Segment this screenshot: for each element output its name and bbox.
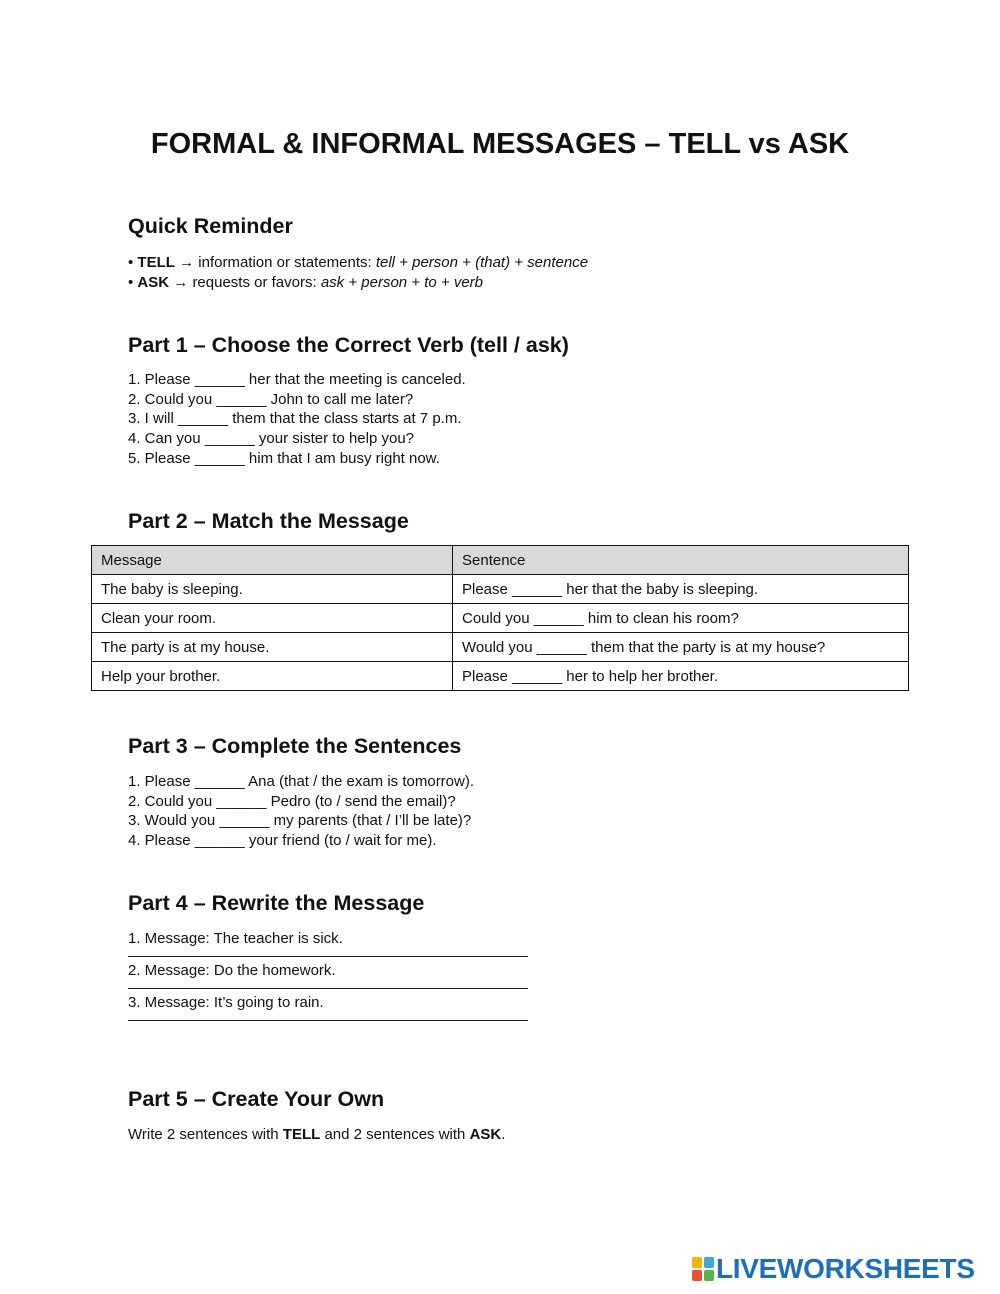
liveworksheets-logo-icon [692,1257,714,1281]
bullet: • [128,274,138,291]
instruction-text: . [501,1126,506,1143]
table-cell: Help your brother. [92,662,453,691]
part3-list [128,772,474,851]
answer-line[interactable] [128,1012,528,1021]
rewrite-message: 2. Message: Do the homework. [128,962,336,979]
tell-keyword: TELL [282,1126,321,1143]
table-row [92,662,909,691]
answer-line[interactable] [128,980,528,989]
list-item: 3. Would you ______ my parents (that / I’ll be late)? [128,812,472,830]
table-cell: Would you ______ them that the party is at my house? [453,633,909,662]
part5-instruction [128,1125,505,1145]
rewrite-list [128,929,528,1025]
reminder-ask-line [128,273,483,293]
ask-keyword: ASK [469,1126,502,1143]
list-item: 4. Please ______ your friend (to / wait for me). [128,832,437,850]
part1-list [128,370,466,469]
ask-description: requests or favors: [192,274,321,291]
part2-heading: Part 2 – Match the Message [128,509,409,533]
arrow-icon: → [174,254,199,271]
table-row [92,604,909,633]
table-cell: The party is at my house. [92,633,453,662]
list-item: 5. Please ______ him that I am busy right now. [128,449,440,467]
part4-heading: Part 4 – Rewrite the Message [128,891,425,915]
part1-heading: Part 1 – Choose the Correct Verb (tell / ask) [128,333,569,357]
match-table [91,545,909,691]
tell-pattern: tell + person + (that) + sentence [375,254,589,271]
table-header-row [92,546,909,575]
part5-heading: Part 5 – Create Your Own [128,1087,385,1111]
list-item: 2. Could you ______ Pedro (to / send the email)? [128,792,456,810]
table-cell: Clean your room. [92,604,453,633]
arrow-icon: → [169,274,193,291]
list-item: 1. Please ______ her that the meeting is canceled. [128,371,466,388]
tell-keyword: TELL [137,254,175,271]
answer-line[interactable] [128,948,528,957]
column-header-message: Message [92,546,453,575]
tell-description: information or statements: [198,254,376,271]
table-row [92,575,909,604]
ask-pattern: ask + person + to + verb [320,274,484,291]
table-cell: Please ______ her to help her brother. [453,662,909,691]
table-cell: The baby is sleeping. [92,575,453,604]
table-cell: Please ______ her that the baby is sleeping. [453,575,909,604]
list-item: 2. Could you ______ John to call me later? [128,390,414,408]
reminder-heading: Quick Reminder [128,214,293,238]
list-item: 1. Please ______ Ana (that / the exam is tomorrow). [128,773,475,790]
instruction-text: Write 2 sentences with [128,1126,283,1143]
bullet: • [128,254,138,271]
liveworksheets-logo [692,1252,975,1286]
logo-text: LIVEWORKSHEETS [716,1253,975,1284]
column-header-sentence: Sentence [453,546,909,575]
instruction-text: and 2 sentences with [320,1126,470,1143]
list-item: 4. Can you ______ your sister to help you? [128,430,415,448]
ask-keyword: ASK [137,274,170,291]
part3-heading: Part 3 – Complete the Sentences [128,734,462,758]
table-cell: Could you ______ him to clean his room? [453,604,909,633]
rewrite-message: 3. Message: It’s going to rain. [128,994,324,1011]
table-row [92,633,909,662]
page-title: FORMAL & INFORMAL MESSAGES – TELL vs ASK [150,128,850,160]
rewrite-message: 1. Message: The teacher is sick. [128,930,343,947]
reminder-tell-line [128,253,588,273]
list-item: 3. I will ______ them that the class starts at 7 p.m. [128,410,462,428]
